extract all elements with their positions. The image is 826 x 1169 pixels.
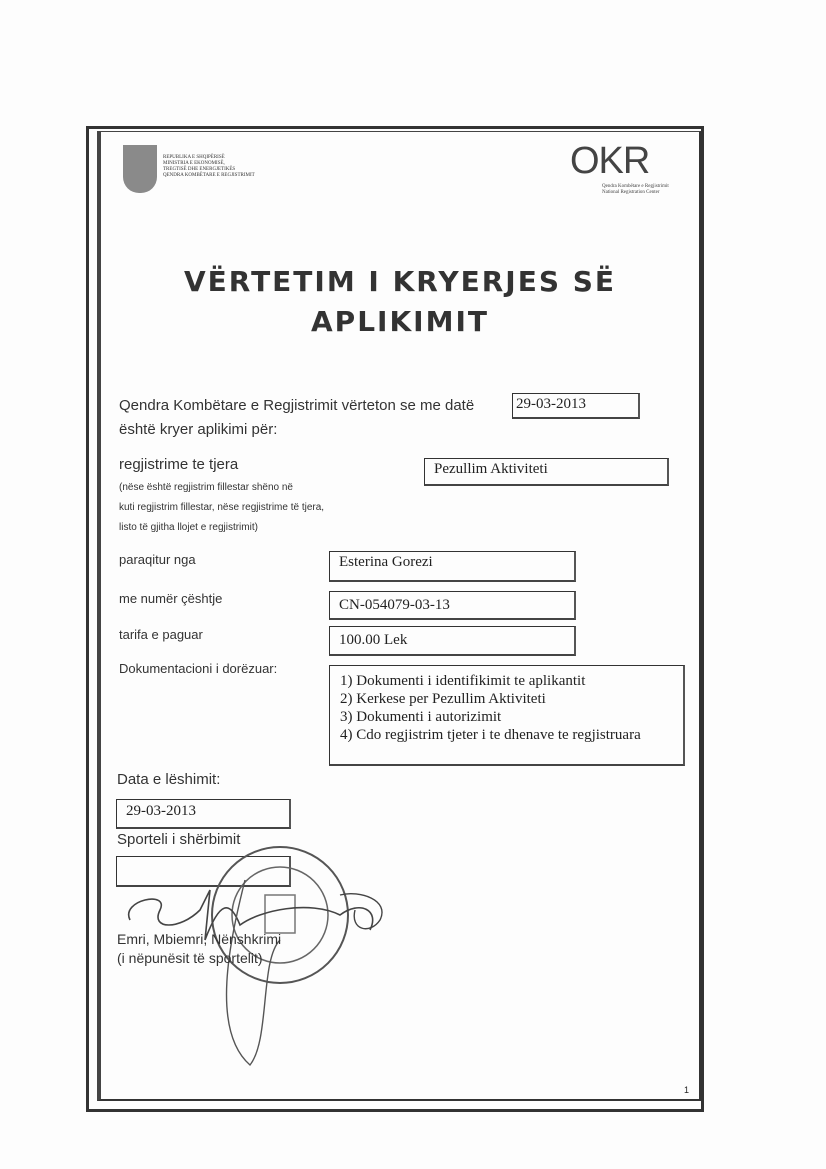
- submitted-by-label: paraqitur nga: [119, 552, 196, 567]
- intro-line2: është kryer aplikimi për:: [119, 421, 278, 438]
- registration-note: (nëse është regjistrim fillestar shëno në kuti regjistrim fillestar, nëse regjistrime të tjera, listo të gjitha llojet e regjistrimit): [119, 482, 325, 533]
- documents-label: Dokumentacioni i dorëzuar:: [119, 661, 278, 676]
- document-item: 4) Cdo regjistrim tjeter i te dhenave te regjistruara: [340, 727, 641, 743]
- issue-date-field: 29-03-2013: [116, 799, 291, 829]
- signature-label: Emri, Mbiemri, Nënshkrimi: [117, 931, 282, 947]
- okr-logo: OKR: [570, 140, 650, 182]
- case-number-field: CN-054079-03-13: [329, 591, 576, 620]
- okr-subtitle: Qendra Kombëtare e Regjistrimit National Registration Center: [602, 184, 669, 195]
- intro-date-field: 29-03-2013: [512, 393, 640, 419]
- page-number: 1: [684, 1085, 690, 1095]
- service-counter-label: Sporteli i shërbimit: [117, 831, 241, 848]
- document-title: VËRTETIM I KRYERJES SË APLIKIMIT: [183, 265, 617, 338]
- document-item: 2) Kerkese per Pezullim Aktiviteti: [340, 691, 546, 707]
- ministry-header: REPUBLIKA E SHQIPËRISË MINISTRIA E EKONOMISË, TREGTISË DHE ENERGJETIKËS QENDRA KOMBËTARE E REGJISTRIMIT: [163, 155, 255, 178]
- submitted-by-field: Esterina Gorezi: [329, 551, 576, 582]
- issue-date-label: Data e lëshimit:: [117, 771, 221, 788]
- case-number-label: me numër çështje: [119, 591, 223, 606]
- fee-field: 100.00 Lek: [329, 626, 576, 656]
- signature-sublabel: (i nëpunësit të sportelit): [117, 950, 263, 966]
- registration-label: regjistrime te tjera: [119, 456, 239, 473]
- intro-line1: Qendra Kombëtare e Regjistrimit vërteton se me datë: [119, 397, 475, 414]
- fee-label: tarifa e paguar: [119, 627, 203, 642]
- document-item: 1) Dokumenti i identifikimit te aplikantit: [340, 673, 586, 689]
- albania-crest-logo: [123, 145, 157, 193]
- registration-type-field: Pezullim Aktiviteti: [424, 458, 669, 486]
- documents-list: [329, 665, 685, 766]
- document-item: 3) Dokumenti i autorizimit: [340, 709, 502, 725]
